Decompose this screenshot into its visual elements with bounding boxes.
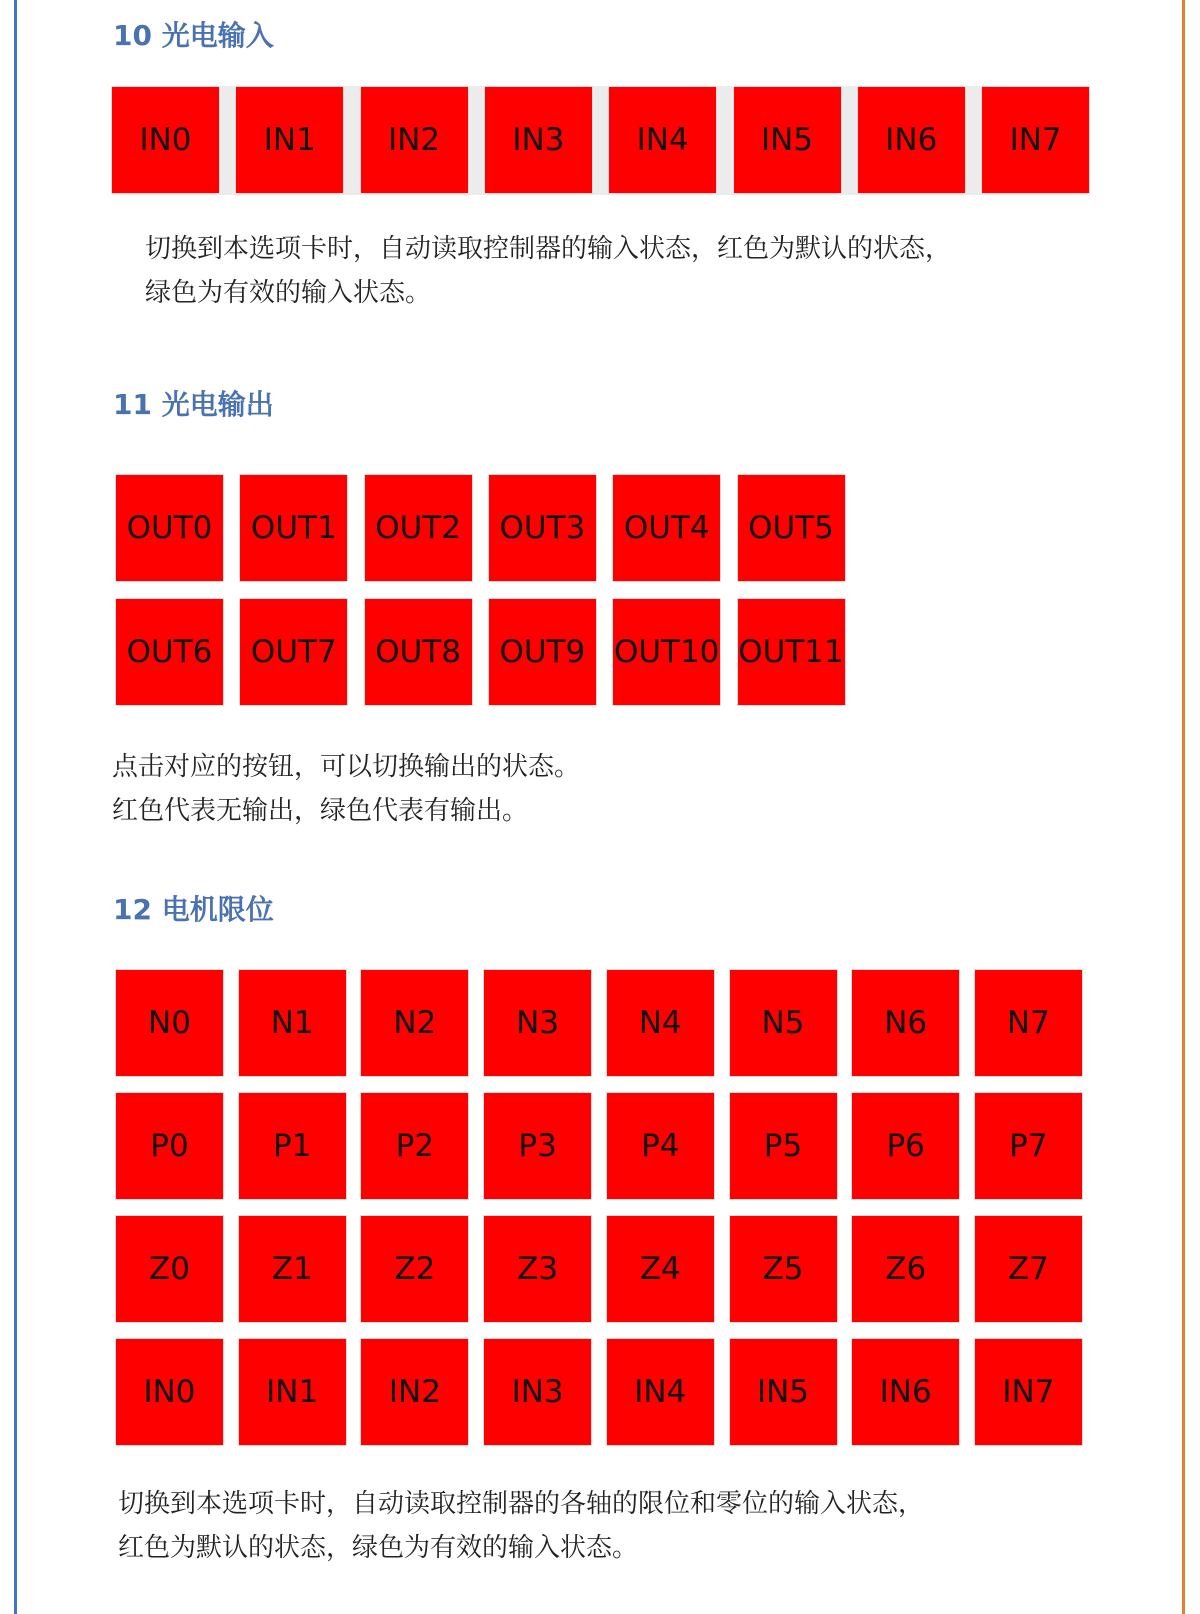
output-button-out6[interactable]: OUT6 — [116, 599, 223, 705]
limit-button-in3[interactable]: IN3 — [484, 1339, 591, 1445]
input-button-in4[interactable]: IN4 — [609, 87, 716, 193]
limit-button-n2[interactable]: N2 — [361, 970, 468, 1076]
output-description-line-2: 红色代表无输出，绿色代表有输出。 — [112, 796, 529, 826]
limit-button-p7[interactable]: P7 — [975, 1093, 1082, 1199]
limit-button-z4[interactable]: Z4 — [607, 1216, 714, 1322]
input-button-in2[interactable]: IN2 — [361, 87, 468, 193]
input-button-in3[interactable]: IN3 — [485, 87, 592, 193]
output-button-out0[interactable]: OUT0 — [116, 475, 223, 581]
output-description — [112, 745, 580, 833]
limit-button-p4[interactable]: P4 — [607, 1093, 714, 1199]
limit-button-z5[interactable]: Z5 — [730, 1216, 837, 1322]
output-button-out2[interactable]: OUT2 — [365, 475, 472, 581]
limit-description-line-2: 红色为默认的状态，绿色为有效的输入状态。 — [118, 1533, 639, 1563]
limit-button-p3[interactable]: P3 — [484, 1093, 591, 1199]
limit-button-z3[interactable]: Z3 — [484, 1216, 591, 1322]
section-heading-input: 10 光电输入 — [113, 19, 274, 52]
limit-description-line-1: 切换到本选项卡时，自动读取控制器的各轴的限位和零位的输入状态， — [118, 1489, 925, 1519]
section-heading-limit: 12 电机限位 — [113, 893, 274, 926]
limit-button-n5[interactable]: N5 — [730, 970, 837, 1076]
limit-button-n6[interactable]: N6 — [852, 970, 959, 1076]
limit-button-in1[interactable]: IN1 — [239, 1339, 346, 1445]
limit-button-z1[interactable]: Z1 — [239, 1216, 346, 1322]
limit-button-p1[interactable]: P1 — [239, 1093, 346, 1199]
output-button-out7[interactable]: OUT7 — [240, 599, 347, 705]
limit-button-in5[interactable]: IN5 — [730, 1339, 837, 1445]
input-description-line-1: 切换到本选项卡时，自动读取控制器的输入状态，红色为默认的状态， — [145, 234, 952, 264]
input-button-in7[interactable]: IN7 — [982, 87, 1089, 193]
output-description-line-1: 点击对应的按钮，可以切换输出的状态。 — [112, 752, 581, 782]
output-button-out5[interactable]: OUT5 — [738, 475, 845, 581]
input-description-line-2: 绿色为有效的输入状态。 — [145, 278, 432, 308]
output-button-out4[interactable]: OUT4 — [613, 475, 720, 581]
input-button-in6[interactable]: IN6 — [858, 87, 965, 193]
limit-button-z7[interactable]: Z7 — [975, 1216, 1082, 1322]
limit-button-p2[interactable]: P2 — [361, 1093, 468, 1199]
limit-button-n4[interactable]: N4 — [607, 970, 714, 1076]
output-button-out9[interactable]: OUT9 — [489, 599, 596, 705]
section-heading-output: 11 光电输出 — [113, 388, 274, 421]
limit-button-in6[interactable]: IN6 — [852, 1339, 959, 1445]
limit-button-n1[interactable]: N1 — [239, 970, 346, 1076]
limit-button-n3[interactable]: N3 — [484, 970, 591, 1076]
limit-button-p5[interactable]: P5 — [730, 1093, 837, 1199]
limit-description — [118, 1482, 924, 1570]
limit-button-n7[interactable]: N7 — [975, 970, 1082, 1076]
output-button-out11[interactable]: OUT11 — [738, 599, 845, 705]
limit-button-in4[interactable]: IN4 — [607, 1339, 714, 1445]
limit-button-in0[interactable]: IN0 — [116, 1339, 223, 1445]
input-description — [145, 227, 951, 315]
input-button-in1[interactable]: IN1 — [236, 87, 343, 193]
right-border — [1182, 0, 1185, 1614]
limit-button-z0[interactable]: Z0 — [116, 1216, 223, 1322]
limit-button-in2[interactable]: IN2 — [361, 1339, 468, 1445]
output-button-out10[interactable]: OUT10 — [613, 599, 720, 705]
limit-button-n0[interactable]: N0 — [116, 970, 223, 1076]
input-button-in5[interactable]: IN5 — [734, 87, 841, 193]
limit-button-p0[interactable]: P0 — [116, 1093, 223, 1199]
left-border — [14, 0, 17, 1614]
output-button-out3[interactable]: OUT3 — [489, 475, 596, 581]
limit-button-z6[interactable]: Z6 — [852, 1216, 959, 1322]
limit-button-p6[interactable]: P6 — [852, 1093, 959, 1199]
limit-button-z2[interactable]: Z2 — [361, 1216, 468, 1322]
output-button-out8[interactable]: OUT8 — [365, 599, 472, 705]
limit-button-in7[interactable]: IN7 — [975, 1339, 1082, 1445]
input-button-in0[interactable]: IN0 — [112, 87, 219, 193]
output-button-out1[interactable]: OUT1 — [240, 475, 347, 581]
